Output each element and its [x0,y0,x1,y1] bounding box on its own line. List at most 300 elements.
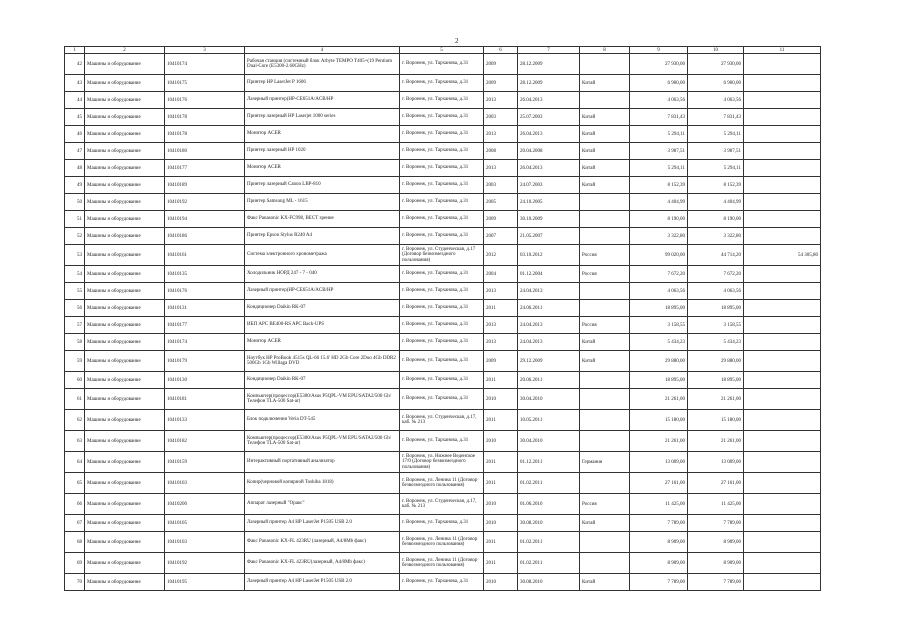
table-cell: Лазерный принтер A4 HP LaserJet P1505 USB 2.0 [245,574,400,591]
table-cell [744,494,821,515]
table-cell [744,266,821,283]
table-cell: 48 [65,160,85,177]
table-cell: 3 987,51 [688,143,744,160]
table-cell: г. Воронеж, ул. Тарханова, д.31 [400,515,484,532]
table-cell: Машины и оборудование [85,431,165,452]
table-cell: г. Воронеж, ул. Тарханова, д.31 [400,283,484,300]
column-header: 5 [400,47,484,54]
table-cell: Китай [580,351,630,372]
table-cell: 30.04.2010 [518,389,580,410]
table-cell: Машины и оборудование [85,389,165,410]
table-cell: 24.04.2013 [518,334,580,351]
table-row [65,126,821,143]
table-cell: 7 831,43 [688,109,744,126]
table-cell [744,389,821,410]
table-cell: Машины и оборудование [85,160,165,177]
table-cell: 18 895,00 [688,372,744,389]
table-cell: 10.05.2011 [518,410,580,431]
table-cell: г. Воронеж, ул. Ленина 11 (Договор безвозмездного пользования) [400,532,484,553]
table-cell: 4 404,99 [688,194,744,211]
table-cell: Машины и оборудование [85,515,165,532]
table-cell: г. Воронеж, ул. Студенческая, д.17 (Договор безвозмездного пользования) [400,245,484,266]
table-cell: 10410133 [165,410,245,431]
column-header: 1 [65,47,85,54]
table-cell [580,300,630,317]
table-cell: г. Воронеж, ул. Тарханова, д.31 [400,75,484,92]
table-cell [744,177,821,194]
table-cell: Машины и оборудование [85,194,165,211]
table-cell: 21 261,00 [630,431,688,452]
table-cell [744,334,821,351]
table-cell: 10410174 [165,334,245,351]
table-cell: 10410192 [165,553,245,574]
table-row [65,283,821,300]
table-cell [744,143,821,160]
table-cell: 21 261,00 [688,431,744,452]
table-cell: г. Воронеж, ул. Тарханова, д.31 [400,372,484,389]
table-cell: 2003 [484,109,518,126]
table-cell: 56 [65,300,85,317]
table-cell: Факс Panasonic KX-FL 423RU (лазерный, A4/8Mb факс) [245,532,400,553]
table-cell: Принтер лазерный Canon LBP-810 [245,177,400,194]
table-cell [580,410,630,431]
table-cell: 26.04.2013 [518,126,580,143]
table-cell: Россия [580,266,630,283]
table-row [65,177,821,194]
table-row [65,92,821,109]
table-cell: 29 880,00 [630,351,688,372]
table-cell: Китай [580,75,630,92]
column-header: 7 [518,47,580,54]
table-cell: 28.12.2009 [518,75,580,92]
table-cell: Россия [580,494,630,515]
table-cell: 59 [65,351,85,372]
table-cell: 2013 [484,317,518,334]
table-cell: г. Воронеж, ул. Ленина 11 (Договор безвозмездного пользования) [400,553,484,574]
table-cell: 70 [65,574,85,591]
table-cell: 2011 [484,300,518,317]
table-cell: 47 [65,143,85,160]
table-cell: 2012 [484,245,518,266]
table-cell: 64 [65,452,85,473]
table-cell: 2004 [484,266,518,283]
column-header: 4 [245,47,400,54]
table-cell: 58 [65,334,85,351]
table-cell: 10410174 [165,54,245,75]
table-cell: 2010 [484,574,518,591]
table-cell: 27 930,00 [688,54,744,75]
table-row [65,228,821,245]
table-cell: Принтер HP LaserJet P 1606 [245,75,400,92]
table-cell: 3 322,80 [630,228,688,245]
page-number: 2 [455,37,459,45]
table-cell: Китай [580,160,630,177]
table-cell: 10410176 [165,92,245,109]
table-cell: 43 [65,75,85,92]
table-row [65,574,821,591]
table-cell: 3 158,55 [688,317,744,334]
table-cell: Лазерный принтер A4 HP LaserJet P1505 USB 2.0 [245,515,400,532]
table-cell: 10410177 [165,160,245,177]
table-cell: г. Воронеж, ул. Тарханова, д.31 [400,143,484,160]
table-cell: 8 190,00 [688,211,744,228]
table-cell: Китай [580,574,630,591]
column-header: 6 [484,47,518,54]
table-cell: 29 880,00 [688,351,744,372]
table-cell [744,574,821,591]
table-cell: г. Воронеж, ул. Тарханова, д.31 [400,228,484,245]
table-cell: г. Воронеж, ул. Тарханова, д.31 [400,211,484,228]
table-cell: 2013 [484,334,518,351]
table-cell: 8 909,00 [688,553,744,574]
table-cell: 30.08.2010 [518,574,580,591]
table-cell: Кондиционер Daikin RK-07 [245,372,400,389]
table-cell: 2007 [484,228,518,245]
table-cell: 69 [65,553,85,574]
table-cell: Факс Panasonic KX-FC998, ВЕСТ зрение [245,211,400,228]
table-cell: 2009 [484,54,518,75]
table-cell: 13 009,00 [688,452,744,473]
table-cell: 25.07.2003 [518,109,580,126]
table-cell [580,389,630,410]
table-cell: 2011 [484,473,518,494]
table-cell: Машины и оборудование [85,473,165,494]
table-cell: Китай [580,334,630,351]
table-cell [744,351,821,372]
table-cell: 53 [65,245,85,266]
table-cell: 3 987,51 [630,143,688,160]
table-cell: 30.04.2010 [518,431,580,452]
table-cell: Машины и оборудование [85,317,165,334]
table-row [65,211,821,228]
table-cell: 7 789,00 [630,515,688,532]
table-cell: 7 672,20 [630,266,688,283]
table-cell: 26.04.2013 [518,92,580,109]
table-cell: 28.12.2009 [518,54,580,75]
table-cell: г. Воронеж, ул. Студенческая, д.17, каб. № 213 [400,410,484,431]
table-cell: 30.08.2010 [518,515,580,532]
table-cell: 10410135 [165,266,245,283]
table-cell: 10410178 [165,109,245,126]
table-cell [580,283,630,300]
table-cell [744,317,821,334]
table-cell: 20.04.2008 [518,143,580,160]
table-cell: Машины и оборудование [85,351,165,372]
table-cell: 2010 [484,515,518,532]
table-cell: 5 434,23 [630,334,688,351]
table-cell [744,431,821,452]
table-row [65,334,821,351]
table-row [65,494,821,515]
table-cell: 54 305,80 [744,245,821,266]
table-cell: Компьютер(процессор(E5300/Asus P5QPL-VM EPU/SATA2/500 Gb/Телефон TLA-500 Sat-ar) [245,431,400,452]
table-cell: 49 [65,177,85,194]
table-cell: Принтер Epson Stylus R240 A4 [245,228,400,245]
table-cell: г. Воронеж, ул. Тарханова, д.31 [400,92,484,109]
table-cell: 51 [65,211,85,228]
table-cell: 18 895,00 [630,372,688,389]
table-cell: Россия [580,317,630,334]
table-cell: 2010 [484,431,518,452]
table-row [65,351,821,372]
table-cell: 10410192 [165,194,245,211]
table-cell: Китай [580,143,630,160]
table-cell: 30.10.2009 [518,211,580,228]
table-cell: 6 900,00 [630,75,688,92]
table-cell: 15 180,00 [688,410,744,431]
table-cell: 2013 [484,126,518,143]
table-cell: 7 789,00 [688,574,744,591]
table-cell: г. Воронеж, ул. Тарханова, д.31 [400,109,484,126]
table-cell: 10410176 [165,283,245,300]
table-cell: г. Воронеж, ул. Тарханова, д.31 [400,194,484,211]
table-cell: 01.02.2011 [518,553,580,574]
table-cell [744,553,821,574]
table-row [65,75,821,92]
table-cell: 01.12.2011 [518,452,580,473]
table-cell: г. Воронеж, ул. Студенческая, д.17, каб. № 213 [400,494,484,515]
table-cell: 10410130 [165,372,245,389]
table-cell [744,283,821,300]
table-cell: 62 [65,410,85,431]
table-cell: 3 322,80 [688,228,744,245]
table-cell: Германия [580,452,630,473]
table-cell: Машины и оборудование [85,126,165,143]
table-cell: 4 063,56 [688,283,744,300]
table-row [65,452,821,473]
table-cell: 10410103 [165,473,245,494]
table-cell: Машины и оборудование [85,300,165,317]
table-cell: 42 [65,54,85,75]
table-cell: Машины и оборудование [85,410,165,431]
table-cell [580,553,630,574]
table-cell: г. Воронеж, ул. Ленина 11 (Договор безвозмездного пользования) [400,473,484,494]
column-header: 10 [688,47,744,54]
table-cell: Машины и оборудование [85,266,165,283]
table-cell: 8 190,00 [630,211,688,228]
table-cell: г. Воронеж, ул. Тарханова, д.31 [400,266,484,283]
table-cell: 20.06.2011 [518,372,580,389]
table-cell [580,211,630,228]
table-cell: Машины и оборудование [85,334,165,351]
table-cell: 5 294,11 [630,126,688,143]
table-cell: 21 261,00 [688,389,744,410]
table-cell: 27 161,00 [630,473,688,494]
table-cell: Китай [580,177,630,194]
table-cell: 2010 [484,494,518,515]
table-cell: Лазерный принтер(HP-CE651A/ACB/HP [245,92,400,109]
table-cell: 01.02.2011 [518,473,580,494]
table-cell: 29.12.2009 [518,351,580,372]
table-cell: 57 [65,317,85,334]
table-cell: 2011 [484,553,518,574]
table-cell: Компьютер(процессор(E5300/Asus P5QPL-VM EPU/SATA2/500 Gb/Телефон TLA-500 Sat-ar) [245,389,400,410]
table-cell: Россия [580,245,630,266]
table-cell [744,75,821,92]
table-cell: 7 789,00 [630,574,688,591]
table-row [65,194,821,211]
table-cell: 2008 [484,143,518,160]
table-cell [580,532,630,553]
table-cell [580,194,630,211]
table-cell: 4 063,56 [630,92,688,109]
table-cell: ИБП APC BE400-RS APC Back-UPS [245,317,400,334]
table-cell [744,211,821,228]
table-cell: Машины и оборудование [85,452,165,473]
table-cell: Китай [580,515,630,532]
table-cell: 50 [65,194,85,211]
table-row [65,389,821,410]
table-cell: 5 294,11 [630,160,688,177]
table-cell [580,431,630,452]
table-cell: Машины и оборудование [85,553,165,574]
table-cell: 2011 [484,532,518,553]
table-cell [580,54,630,75]
table-cell: г. Воронеж, ул. Тарханова, д.31 [400,351,484,372]
table-cell: 10410175 [165,75,245,92]
table-cell: 10410180 [165,143,245,160]
table-cell: 6 900,00 [688,75,744,92]
table-cell: Принтер лазерный HP Laserjet 1000 series [245,109,400,126]
table-cell: 8 909,00 [630,553,688,574]
table-cell: 5 294,11 [688,160,744,177]
table-cell: 18 895,00 [688,300,744,317]
table-cell: 10410177 [165,317,245,334]
table-row [65,245,821,266]
table-cell: Машины и оборудование [85,494,165,515]
table-cell: Принтер лазерный HP 1020 [245,143,400,160]
table-cell: 61 [65,389,85,410]
table-cell: 10410178 [165,126,245,143]
table-cell: Монитор ACER [245,126,400,143]
table-cell: Машины и оборудование [85,109,165,126]
table-cell: Машины и оборудование [85,532,165,553]
table-row [65,532,821,553]
table-cell: Копир(черновой копирной Toshiba 1818) [245,473,400,494]
table-cell: 27 161,00 [688,473,744,494]
table-cell: 13 009,00 [630,452,688,473]
table-cell: 2003 [484,177,518,194]
table-row [65,473,821,494]
table-cell: г. Воронеж, ул. Тарханова, д.31 [400,126,484,143]
table-cell: Машины и оборудование [85,245,165,266]
table-cell: Машины и оборудование [85,177,165,194]
table-cell: Принтер Samsung ML - 1615 [245,194,400,211]
table-cell [744,228,821,245]
table-row [65,431,821,452]
table-cell: 52 [65,228,85,245]
table-cell: Факс Panasonic KX-FL 423RU(лазерный, A4/8Mb факс) [245,553,400,574]
table-cell: 01.06.2010 [518,494,580,515]
table-cell: 60 [65,372,85,389]
table-cell: 55 [65,283,85,300]
table-cell: Кондиционер Daikin RK-07 [245,300,400,317]
table-cell: 24.04.2013 [518,283,580,300]
table-cell: 10410186 [165,228,245,245]
table-cell: 2011 [484,410,518,431]
column-header: 11 [744,47,821,54]
table-cell: 10410194 [165,211,245,228]
table-cell: Машины и оборудование [85,75,165,92]
table-cell: Рабочая станция (системный блок Arbyte TEMPO T405+(19 Pentium Dual-Core (E5300-2.60GHz) [245,54,400,75]
table-cell: г. Воронеж, ул. Тарханова, д.31 [400,431,484,452]
table-cell: 2013 [484,283,518,300]
table-cell: 24.04.2013 [518,317,580,334]
table-cell: 63 [65,431,85,452]
table-cell: 67 [65,515,85,532]
table-cell: 21.05.2007 [518,228,580,245]
table-cell: 7 831,43 [630,109,688,126]
table-cell: Китай [580,109,630,126]
table-cell: 8 152,39 [688,177,744,194]
table-cell: 46 [65,126,85,143]
table-cell: 10410161 [165,245,245,266]
table-cell: 8 909,00 [688,532,744,553]
table-cell: 10410181 [165,389,245,410]
table-cell: 10410189 [165,177,245,194]
table-cell: Машины и оборудование [85,372,165,389]
table-cell: 8 909,00 [630,532,688,553]
table-cell: Машины и оборудование [85,54,165,75]
table-cell: 10410105 [165,515,245,532]
table-cell: Машины и оборудование [85,92,165,109]
table-cell: 4 063,56 [630,283,688,300]
table-cell: Лазерный принтер(HP-CE651A/ACB/HP [245,283,400,300]
table-cell: г. Воронеж, ул. Тарханова, д.31 [400,160,484,177]
table-cell: 26.04.2013 [518,160,580,177]
table-cell: г. Воронеж, ул. Тарханова, д.31 [400,300,484,317]
table-cell: 24.10.2005 [518,194,580,211]
table-cell: Машины и оборудование [85,228,165,245]
table-cell: г. Воронеж, ул. Тарханова, д.31 [400,54,484,75]
table-cell: 4 063,56 [688,92,744,109]
table-row [65,372,821,389]
table-row [65,553,821,574]
table-body [65,54,821,591]
table-cell: г. Воронеж, ул. Тарханова, д.31 [400,334,484,351]
table-cell: 54 [65,266,85,283]
table-cell: 2010 [484,389,518,410]
table-cell [744,92,821,109]
table-cell: 68 [65,532,85,553]
table-cell: 10410179 [165,351,245,372]
table-cell: г. Воронеж, ул. Тарханова, д.31 [400,389,484,410]
table-cell: 18 895,00 [630,300,688,317]
table-cell: 24.06.2011 [518,300,580,317]
table-row [65,300,821,317]
table-row [65,54,821,75]
table-cell: Монитор ACER [245,160,400,177]
table-cell: 7 672,20 [688,266,744,283]
table-cell: г. Воронеж, ул. Тарханова, д.31 [400,574,484,591]
table-cell: 03.10.2012 [518,245,580,266]
table-row [65,410,821,431]
table-cell [580,92,630,109]
table-row [65,266,821,283]
table-cell: 27 930,00 [630,54,688,75]
table-cell: 2009 [484,75,518,92]
table-cell: 10410195 [165,574,245,591]
column-header: 8 [580,47,630,54]
table-cell: 2013 [484,160,518,177]
column-header: 9 [630,47,688,54]
table-cell: 2009 [484,351,518,372]
table-cell: 44 [65,92,85,109]
table-cell: 4 404,99 [630,194,688,211]
table-cell: 2013 [484,92,518,109]
table-cell: 01.12.2004 [518,266,580,283]
table-cell: 3 158,55 [630,317,688,334]
